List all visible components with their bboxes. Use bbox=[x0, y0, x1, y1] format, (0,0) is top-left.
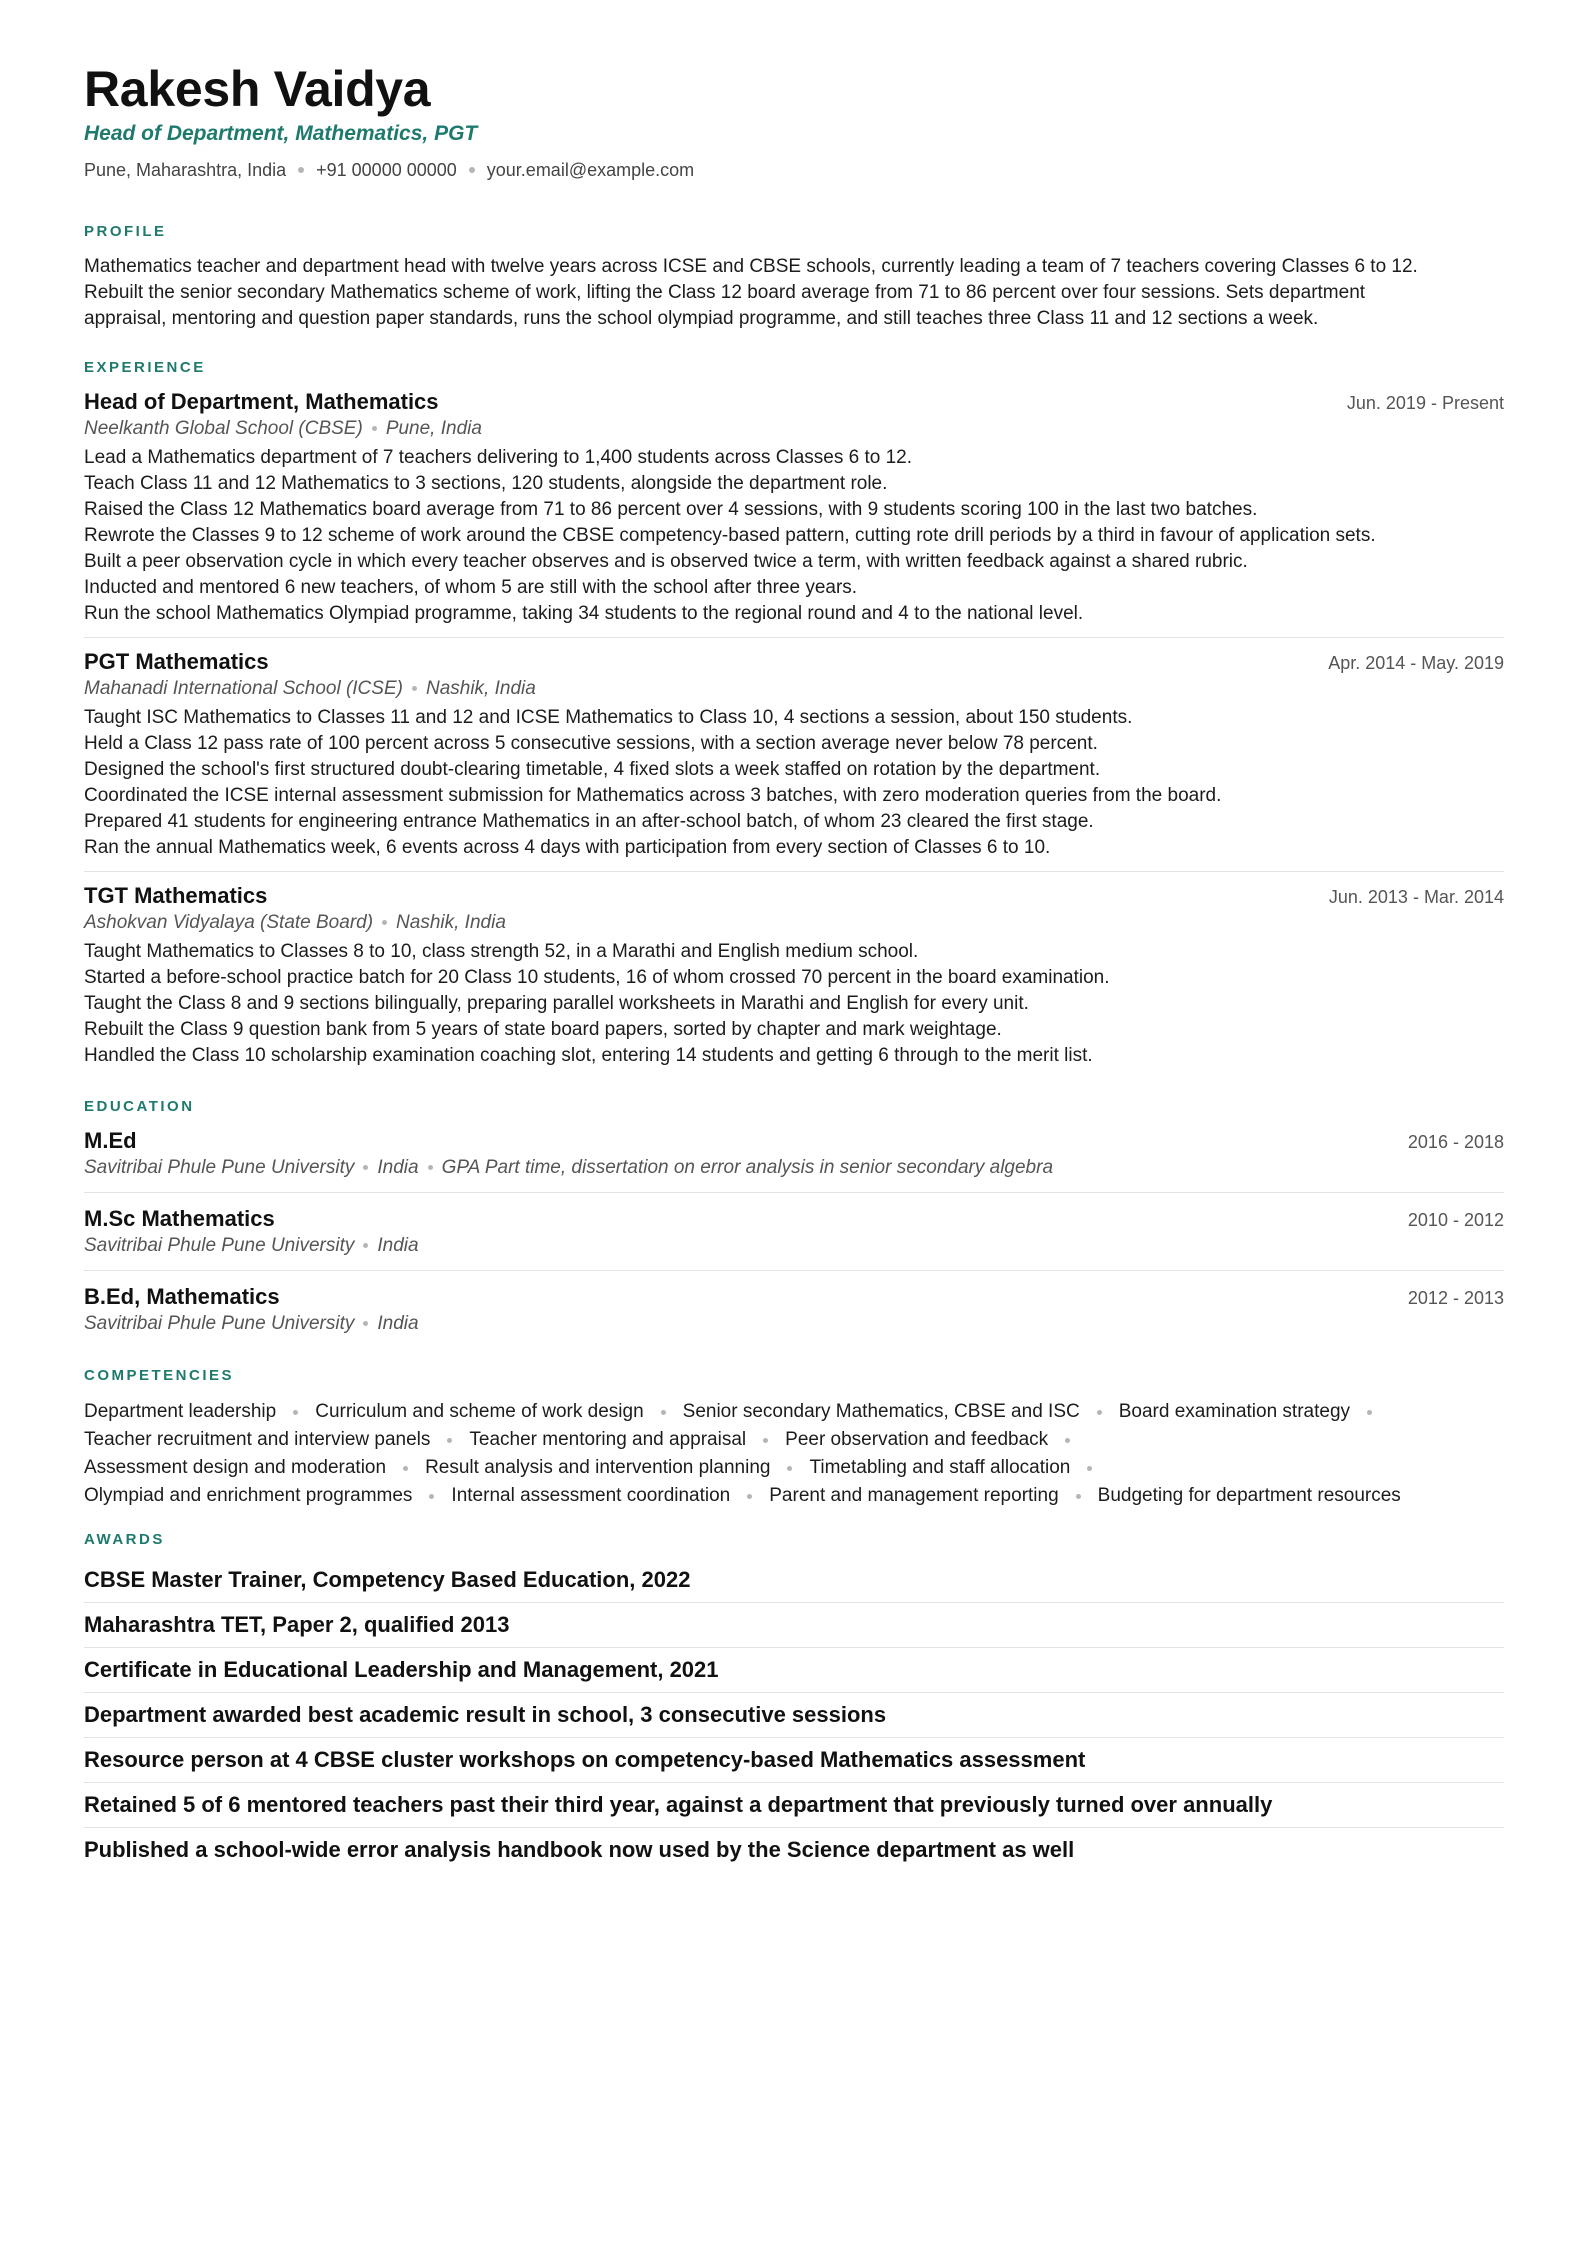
section-title-education: EDUCATION bbox=[84, 1098, 195, 1115]
achievement-item: Held a Class 12 pass rate of 100 percent across 5 consecutive sessions, with a section average never below 78 percent. bbox=[84, 733, 1098, 754]
section-title-experience: EXPERIENCE bbox=[84, 359, 206, 376]
achievement-item: Taught the Class 8 and 9 sections bilingually, preparing parallel worksheets in Marathi and English for every unit. bbox=[84, 993, 1029, 1014]
job-title: PGT Mathematics bbox=[84, 649, 269, 674]
experience-entry bbox=[84, 871, 1504, 1079]
education-details bbox=[84, 1155, 1504, 1180]
job-dates: Apr. 2014 - May. 2019 bbox=[1328, 653, 1504, 673]
separator-dot bbox=[412, 686, 417, 691]
award-item: Retained 5 of 6 mentored teachers past their third year, against a department that previously turned over annually bbox=[84, 1782, 1504, 1827]
job-employer bbox=[84, 910, 1504, 935]
competency-item: Internal assessment coordination bbox=[451, 1485, 731, 1506]
job-achievements bbox=[84, 939, 1504, 1069]
award-item: CBSE Master Trainer, Competency Based Education, 2022 bbox=[84, 1567, 691, 1592]
achievement-item: Taught Mathematics to Classes 8 to 10, class strength 52, in a Marathi and English medium school. bbox=[84, 941, 919, 962]
job-title: Head of Department, Mathematics bbox=[84, 389, 439, 414]
education-dates: 2016 - 2018 bbox=[1407, 1132, 1504, 1152]
competency-item: Budgeting for department resources bbox=[1097, 1485, 1401, 1506]
profile-line: Mathematics teacher and department head with twelve years across ICSE and CBSE schools, currently leading a team of 7 teachers covering Classes 6 to 12. bbox=[84, 256, 1418, 277]
experience-entry bbox=[84, 637, 1504, 871]
university-country: India bbox=[377, 1157, 419, 1178]
profile-line: appraisal, mentoring and question paper standards, runs the school olympiad programme, and still teaches three Class 11 and 12 sections a week. bbox=[84, 308, 1319, 329]
separator-dot bbox=[429, 1494, 434, 1499]
competency-item: Teacher recruitment and interview panels bbox=[84, 1429, 431, 1450]
separator-dot bbox=[469, 167, 475, 173]
separator-dot bbox=[298, 167, 304, 173]
separator-dot bbox=[363, 1165, 368, 1170]
separator-dot bbox=[763, 1438, 768, 1443]
award-item: Maharashtra TET, Paper 2, qualified 2013 bbox=[84, 1602, 1504, 1647]
competency-item: Board examination strategy bbox=[1118, 1401, 1351, 1422]
competency-row bbox=[84, 1426, 1504, 1454]
separator-dot bbox=[372, 426, 377, 431]
education-header bbox=[84, 1127, 1504, 1155]
candidate-headline: Head of Department, Mathematics, PGT bbox=[84, 122, 478, 145]
university-name: Savitribai Phule Pune University bbox=[84, 1235, 355, 1256]
employer-location: Nashik, India bbox=[425, 678, 536, 699]
employer-name: Mahanadi International School (ICSE) bbox=[84, 678, 403, 699]
university-name: Savitribai Phule Pune University bbox=[84, 1313, 355, 1334]
education-details bbox=[84, 1311, 1504, 1336]
separator-dot bbox=[661, 1410, 666, 1415]
job-employer bbox=[84, 676, 1504, 701]
profile-line: Rebuilt the senior secondary Mathematics scheme of work, lifting the Class 12 board average from 71 to 86 percent over four sessions. Sets department bbox=[84, 282, 1366, 303]
education-note: GPA Part time, dissertation on error analysis in senior secondary algebra bbox=[441, 1157, 1054, 1178]
education-header bbox=[84, 1283, 1504, 1311]
achievement-item: Run the school Mathematics Olympiad programme, taking 34 students to the regional round and 4 to the national level. bbox=[84, 603, 1084, 624]
achievement-item: Handled the Class 10 scholarship examination coaching slot, entering 14 students and getting 6 through to the merit list. bbox=[84, 1045, 1093, 1066]
separator-dot bbox=[428, 1165, 433, 1170]
contact-location: Pune, Maharashtra, India bbox=[84, 160, 287, 180]
section-title-awards: AWARDS bbox=[84, 1531, 165, 1548]
employer-name: Ashokvan Vidyalaya (State Board) bbox=[84, 912, 374, 933]
experience-list bbox=[84, 388, 1504, 1079]
competency-item: Timetabling and staff allocation bbox=[809, 1457, 1071, 1478]
education-entry bbox=[84, 1127, 1504, 1192]
separator-dot bbox=[1065, 1438, 1070, 1443]
achievement-item: Teach Class 11 and 12 Mathematics to 3 sections, 120 students, alongside the department role. bbox=[84, 473, 888, 494]
education-entry bbox=[84, 1192, 1504, 1270]
employer-name: Neelkanth Global School (CBSE) bbox=[84, 418, 363, 439]
achievement-item: Rewrote the Classes 9 to 12 scheme of work around the CBSE competency-based pattern, cutting rote drill periods by a third in favour of application sets. bbox=[84, 525, 1376, 546]
university-country: India bbox=[377, 1235, 419, 1256]
achievement-item: Taught ISC Mathematics to Classes 11 and 12 and ICSE Mathematics to Class 10, 4 sections a session, about 150 students. bbox=[84, 707, 1133, 728]
profile-summary bbox=[84, 254, 1504, 332]
university-country: India bbox=[377, 1313, 419, 1334]
separator-dot bbox=[787, 1466, 792, 1471]
experience-header bbox=[84, 882, 1504, 910]
separator-dot bbox=[747, 1494, 752, 1499]
section-title-profile: PROFILE bbox=[84, 223, 167, 240]
competency-item: Parent and management reporting bbox=[769, 1485, 1059, 1506]
achievement-item: Ran the annual Mathematics week, 6 events across 4 days with participation from every section of Classes 6 to 10. bbox=[84, 837, 1051, 858]
award-item: Resource person at 4 CBSE cluster workshops on competency-based Mathematics assessment bbox=[84, 1737, 1504, 1782]
degree-name: B.Ed, Mathematics bbox=[84, 1284, 280, 1309]
candidate-name: Rakesh Vaidya bbox=[84, 61, 431, 117]
competency-row bbox=[84, 1482, 1504, 1510]
contact-email: your.email@example.com bbox=[486, 160, 695, 180]
experience-entry bbox=[84, 388, 1504, 637]
experience-header bbox=[84, 388, 1504, 416]
achievement-item: Coordinated the ICSE internal assessment submission for Mathematics across 3 batches, with zero moderation queries from the board. bbox=[84, 785, 1222, 806]
competency-item: Senior secondary Mathematics, CBSE and ISC bbox=[682, 1401, 1080, 1422]
competency-item: Olympiad and enrichment programmes bbox=[84, 1485, 413, 1506]
section-title-competencies: COMPETENCIES bbox=[84, 1367, 235, 1384]
competency-row bbox=[84, 1454, 1504, 1482]
university-name: Savitribai Phule Pune University bbox=[84, 1157, 355, 1178]
degree-name: M.Sc Mathematics bbox=[84, 1206, 275, 1231]
separator-dot bbox=[382, 920, 387, 925]
separator-dot bbox=[1076, 1494, 1081, 1499]
job-employer bbox=[84, 416, 1504, 441]
separator-dot bbox=[1087, 1466, 1092, 1471]
contact-line bbox=[84, 158, 1504, 182]
experience-header bbox=[84, 648, 1504, 676]
separator-dot bbox=[293, 1410, 298, 1415]
separator-dot bbox=[403, 1466, 408, 1471]
separator-dot bbox=[363, 1321, 368, 1326]
separator-dot bbox=[447, 1438, 452, 1443]
education-list bbox=[84, 1127, 1504, 1348]
employer-location: Nashik, India bbox=[396, 912, 506, 933]
employer-location: Pune, India bbox=[385, 418, 482, 439]
contact-phone: +91 00000 00000 bbox=[316, 160, 457, 180]
job-dates: Jun. 2019 - Present bbox=[1346, 393, 1504, 413]
competency-item: Peer observation and feedback bbox=[785, 1429, 1049, 1450]
separator-dot bbox=[363, 1243, 368, 1248]
separator-dot bbox=[1367, 1410, 1372, 1415]
separator-dot bbox=[1097, 1410, 1102, 1415]
education-entry bbox=[84, 1270, 1504, 1348]
achievement-item: Rebuilt the Class 9 question bank from 5 years of state board papers, sorted by chapter and mark weightage. bbox=[84, 1019, 1002, 1040]
achievement-item: Lead a Mathematics department of 7 teachers delivering to 1,400 students across Classes 6 to 12. bbox=[84, 447, 913, 468]
award-item: Certificate in Educational Leadership and Management, 2021 bbox=[84, 1647, 1504, 1692]
achievement-item: Prepared 41 students for engineering entrance Mathematics in an after-school batch, of whom 23 cleared the first stage. bbox=[84, 811, 1094, 832]
award-item: Published a school-wide error analysis handbook now used by the Science department as well bbox=[84, 1827, 1504, 1872]
achievement-item: Started a before-school practice batch for 20 Class 10 students, 16 of whom crossed 70 percent in the board examination. bbox=[84, 967, 1110, 988]
job-achievements bbox=[84, 705, 1504, 861]
job-achievements bbox=[84, 445, 1504, 627]
competencies-list bbox=[84, 1398, 1504, 1510]
awards-list bbox=[84, 1558, 1504, 1872]
competency-item: Result analysis and intervention planning bbox=[425, 1457, 771, 1478]
education-dates: 2010 - 2012 bbox=[1407, 1210, 1504, 1230]
competency-item: Assessment design and moderation bbox=[84, 1457, 387, 1478]
degree-name: M.Ed bbox=[84, 1128, 137, 1153]
achievement-item: Inducted and mentored 6 new teachers, of whom 5 are still with the school after three years. bbox=[84, 577, 858, 598]
achievement-item: Designed the school's first structured doubt-clearing timetable, 4 fixed slots a week staffed on rotation by the department. bbox=[84, 759, 1101, 780]
competency-item: Department leadership bbox=[84, 1401, 277, 1422]
education-dates: 2012 - 2013 bbox=[1407, 1288, 1504, 1308]
education-details bbox=[84, 1233, 1504, 1258]
competency-row bbox=[84, 1398, 1504, 1426]
award-item: Department awarded best academic result in school, 3 consecutive sessions bbox=[84, 1692, 1504, 1737]
job-dates: Jun. 2013 - Mar. 2014 bbox=[1328, 887, 1504, 907]
achievement-item: Built a peer observation cycle in which every teacher observes and is observed twice a term, with written feedback against a shared rubric. bbox=[84, 551, 1248, 572]
competency-item: Curriculum and scheme of work design bbox=[315, 1401, 644, 1422]
achievement-item: Raised the Class 12 Mathematics board average from 71 to 86 percent over 4 sessions, with 9 students scoring 100 in the last two batches. bbox=[84, 499, 1258, 520]
education-header bbox=[84, 1205, 1504, 1233]
competency-item: Teacher mentoring and appraisal bbox=[469, 1429, 747, 1450]
job-title: TGT Mathematics bbox=[84, 883, 268, 908]
